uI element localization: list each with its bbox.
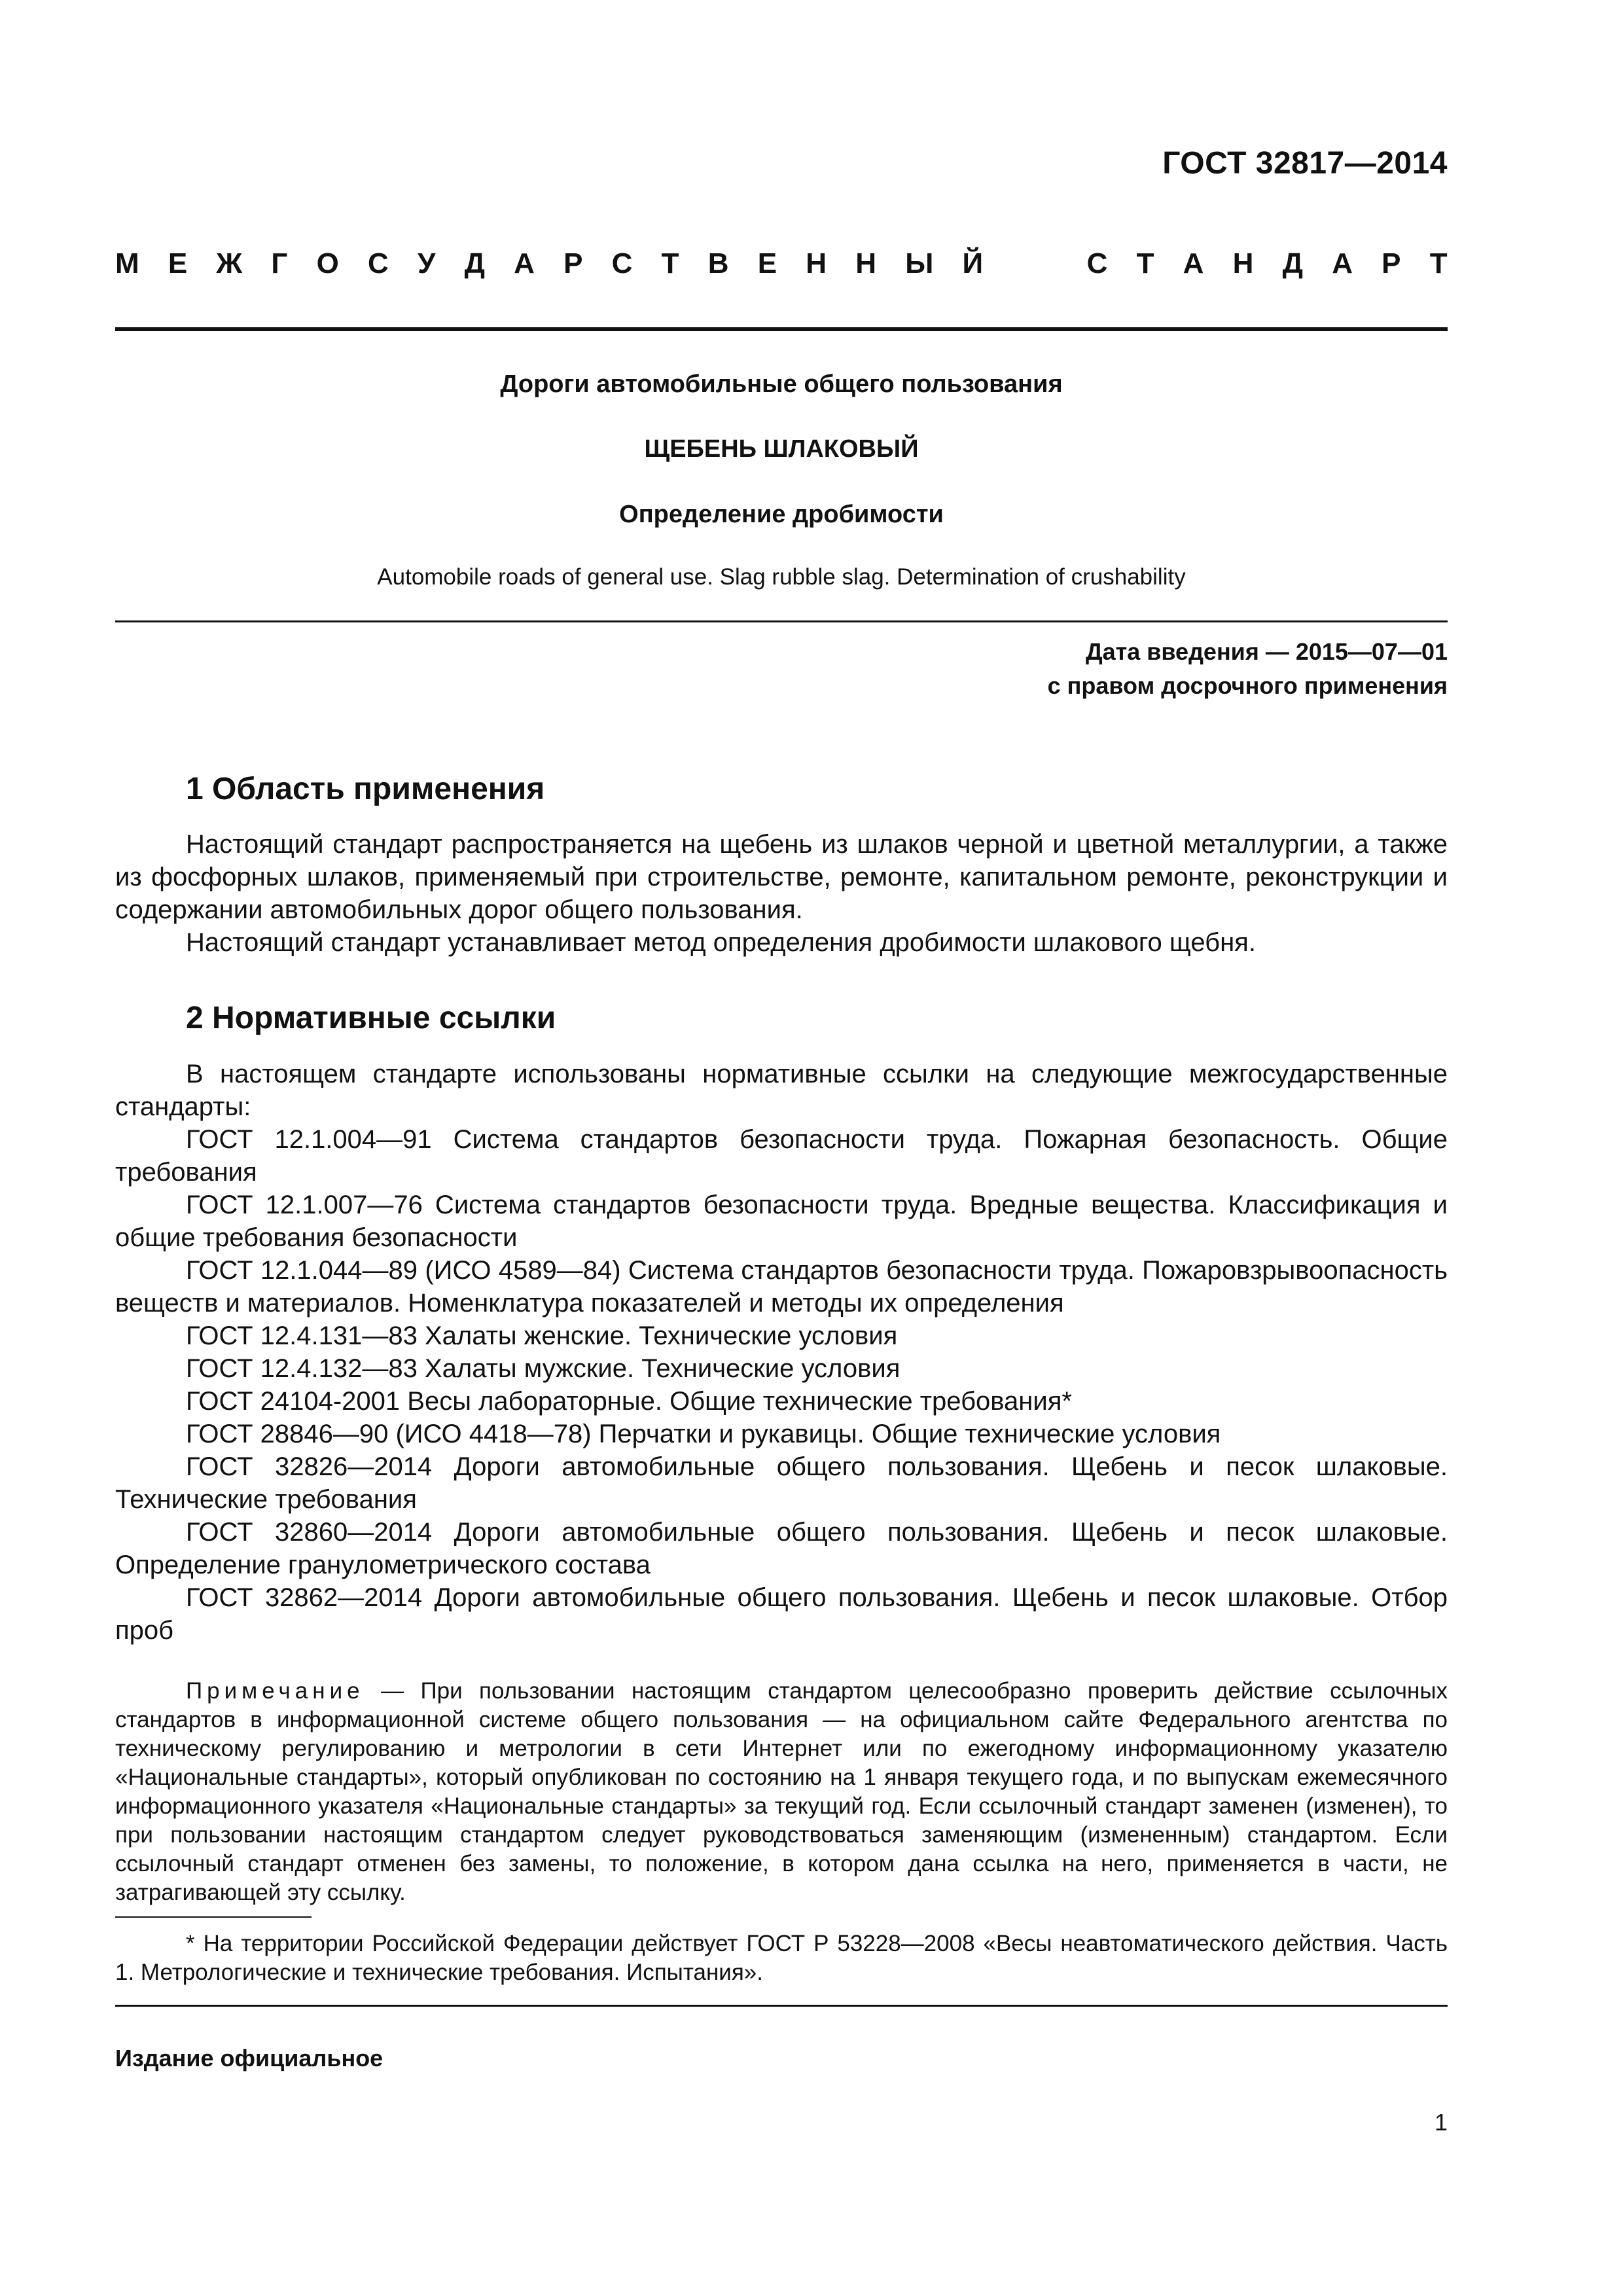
footnote: * На территории Российской Федерации действует ГОСТ Р 53228—2008 «Весы неавтоматического действия. Часть 1. Метрологические и технические требования. Испытания». [115,1931,1448,1985]
section-1-paragraph-2: Настоящий стандарт устанавливает метод определения дробимости шлакового щебня. [186,928,1256,957]
introduction-date-line: Дата введения — 2015—07—01 [1085,638,1448,665]
heading-letter: Н [1232,247,1254,279]
title-line-3: Определение дробимости [619,501,944,528]
header-rule [115,327,1448,331]
note-label: Примечание [186,1678,365,1704]
heading-letter: С [368,247,389,279]
heading-letter: Т [1136,247,1154,279]
heading-letter: Е [757,247,777,279]
word-gap [1012,247,1058,280]
heading-letter: М [115,247,139,279]
introduction-date [1048,635,1448,703]
section-1-paragraph-1: Настоящий стандарт распространяется на щебень из шлаков черной и цветной металлургии, а также из фосфорных шлаков, применяемый при строительстве, ремонте, капитальном ремонте, реконструкции и содержании автомобильных дорог общего пользования. [115,830,1448,924]
footer-rule [115,2005,1448,2007]
footnote-separator [115,1916,312,1918]
reference-item: ГОСТ 24104-2001 Весы лабораторные. Общие технические требования* [186,1387,1072,1416]
heading-letter: Ж [216,247,243,279]
heading-letter: О [316,247,339,279]
heading-letter: У [417,247,436,279]
heading-letter: С [611,247,633,279]
heading-letter: А [1183,247,1204,279]
heading-letter: В [707,247,729,279]
reference-item: ГОСТ 32826—2014 Дороги автомобильные общего пользования. Щебень и песок шлаковые. Технические требования [115,1452,1448,1514]
title-rule [115,620,1448,622]
interstate-standard-heading [115,247,1448,280]
section-1-heading: 1 Область применения [186,772,545,806]
reference-item: ГОСТ 28846—90 (ИСО 4418—78) Перчатки и рукавицы. Общие технические условия [186,1420,1221,1448]
heading-letter: Д [1282,247,1303,279]
heading-letter: Н [806,247,827,279]
heading-letter: С [1086,247,1108,279]
title-line-1: Дороги автомобильные общего пользования [500,370,1063,398]
reference-item: ГОСТ 12.1.044—89 (ИСО 4589—84) Система стандартов безопасности труда. Пожаровзрывоопасность веществ и материалов. Номенклатура показателей и методы их определения [115,1256,1448,1318]
heading-letter: Р [563,247,583,279]
references-intro: В настоящем стандарте использованы нормативные ссылки на следующие межгосударственные стандарты: [115,1060,1448,1121]
reference-item: ГОСТ 32862—2014 Дороги автомобильные общего пользования. Щебень и песок шлаковые. Отбор проб [115,1583,1448,1645]
heading-letter: Й [962,247,984,279]
reference-item: ГОСТ 32860—2014 Дороги автомобильные общего пользования. Щебень и песок шлаковые. Определение гранулометрического состава [115,1518,1448,1579]
reference-item: ГОСТ 12.4.131—83 Халаты женские. Технические условия [186,1321,898,1350]
early-application-line: с правом досрочного применения [1047,672,1448,699]
heading-letter: Д [464,247,485,279]
normative-references [115,1058,1448,1647]
heading-letter: Р [1382,247,1401,279]
heading-letter: Т [661,247,679,279]
section-2-heading: 2 Нормативные ссылки [186,1001,556,1035]
heading-letter: Е [168,247,188,279]
document-code: ГОСТ 32817—2014 [1162,146,1448,181]
title-line-2: ЩЕБЕНЬ ШЛАКОВЫЙ [644,435,919,463]
official-edition-label: Издание официальное [115,2045,383,2072]
heading-letter: А [514,247,535,279]
heading-letter: Н [855,247,877,279]
reference-item: ГОСТ 12.1.007—76 Система стандартов безопасности труда. Вредные вещества. Классификация и общие требования безопасности [115,1191,1448,1252]
reference-item: ГОСТ 12.1.004—91 Система стандартов безопасности труда. Пожарная безопасность. Общие требования [115,1125,1448,1187]
heading-letter: Т [1429,247,1448,279]
reference-item: ГОСТ 12.4.132—83 Халаты мужские. Технические условия [186,1354,901,1383]
heading-letter: А [1332,247,1353,279]
heading-letter: Ы [905,247,934,279]
page-number: 1 [1434,2109,1448,2136]
heading-letter: Г [271,247,288,279]
english-title: Automobile roads of general use. Slag rubble slag. Determination of crushability [377,564,1186,590]
references-note [115,1677,1448,1907]
note-text: — При пользовании настоящим стандартом целесообразно проверить действие ссылочных стандартов в информационной системе общего пользования — на официальном сайте Федерального агентства по техническому регулированию и метрологии в сети Интернет или по ежегодному информационному указателю «Национальные стандарты», который опубликован по состоянию на 1 января текущего года, и по выпускам ежемесячного информационного указателя «Национальные стандарты» за текущий год. Если ссылочный стандарт заменен (изменен), то при пользовании настоящим стандартом следует руководствоваться заменяющим (измененным) стандартом. Если ссылочный стандарт отменен без замены, то положение, в котором дана ссылка на него, применяется в части, не затрагивающей эту ссылку. [115,1678,1448,1905]
